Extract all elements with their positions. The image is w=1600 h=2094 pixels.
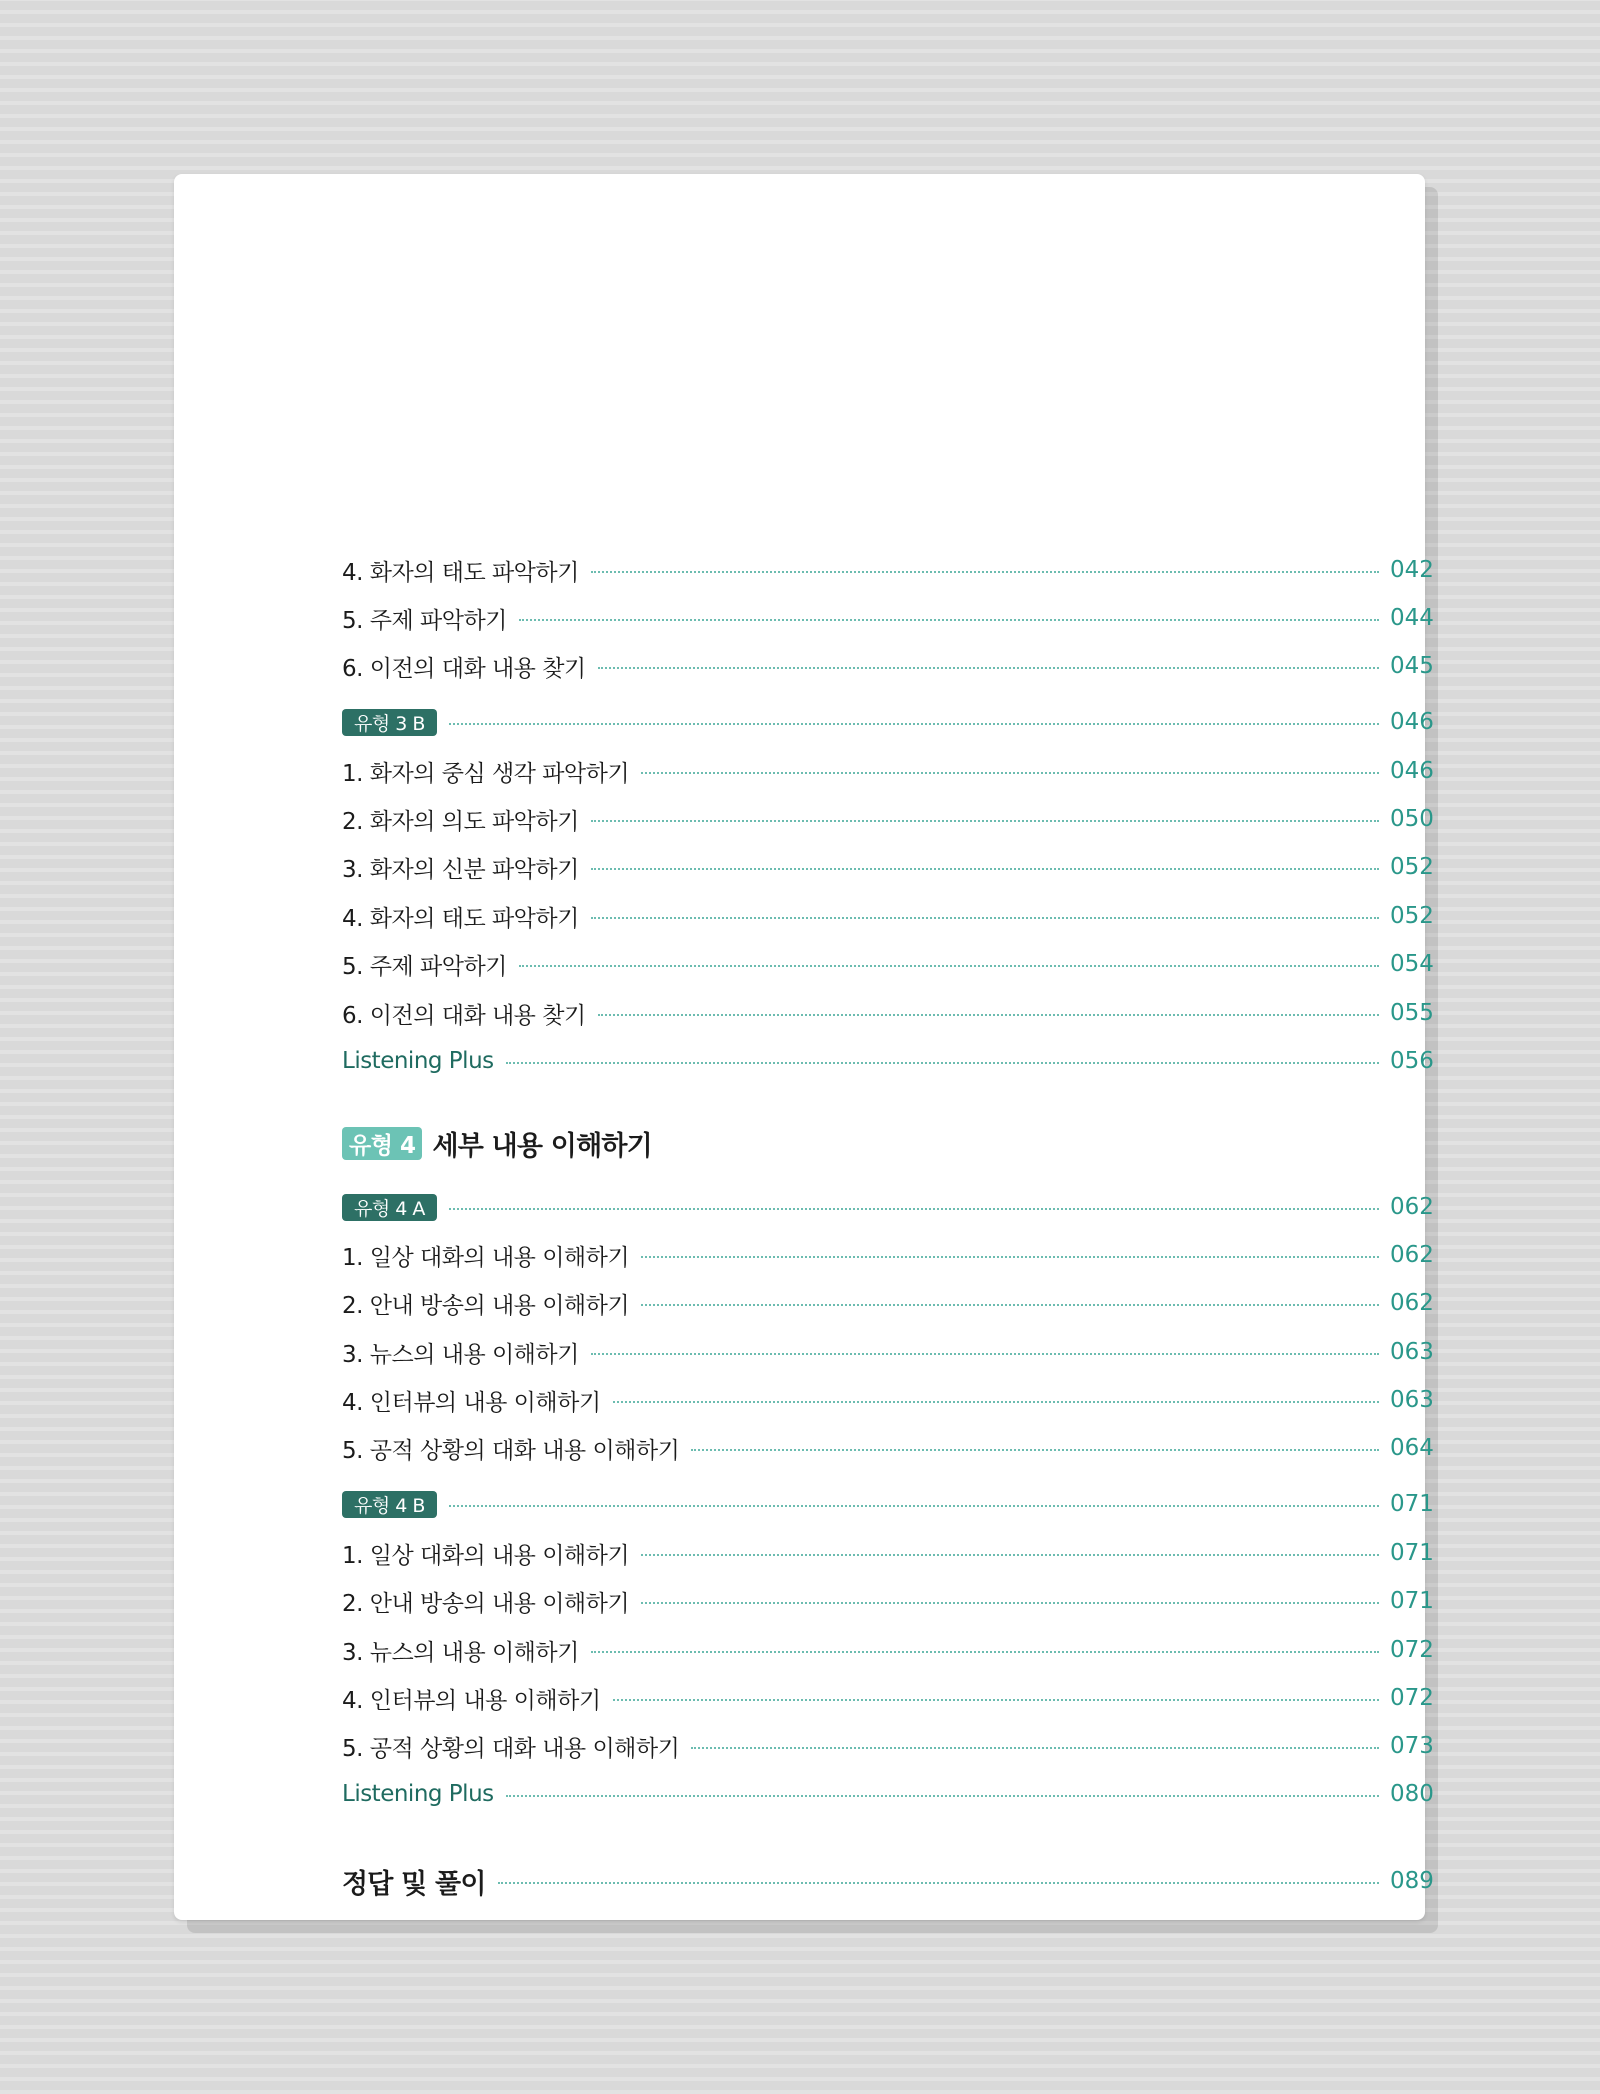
toc-entry-label: 4. 화자의 태도 파악하기 <box>342 559 579 586</box>
leader-dots <box>449 1505 1379 1507</box>
toc-entry-label: 3. 뉴스의 내용 이해하기 <box>342 1341 579 1368</box>
toc-entry-label: 4. 인터뷰의 내용 이해하기 <box>342 1687 601 1714</box>
toc-entry[interactable] <box>342 1376 1434 1424</box>
toc-entry-label: Listening Plus <box>342 1781 494 1807</box>
toc-entry-page: 046 <box>1390 709 1434 735</box>
toc-entry-page: 072 <box>1390 1685 1434 1711</box>
toc-entry[interactable] <box>342 892 1434 940</box>
toc-entry[interactable] <box>342 1279 1434 1327</box>
toc-entry-label: 3. 뉴스의 내용 이해하기 <box>342 1639 579 1666</box>
chapter-badge: 유형 4 <box>342 1127 422 1160</box>
toc-entry-label: 1. 일상 대화의 내용 이해하기 <box>342 1244 630 1271</box>
leader-dots <box>498 1882 1379 1884</box>
chapter-title: 세부 내용 이해하기 <box>432 1130 652 1162</box>
toc-entry-page: 071 <box>1390 1491 1434 1517</box>
toc-entry[interactable] <box>342 989 1434 1037</box>
toc-entry[interactable] <box>342 1529 1434 1577</box>
toc-entry[interactable] <box>342 594 1434 642</box>
toc-entry-label: 2. 화자의 의도 파악하기 <box>342 808 579 835</box>
toc-entry[interactable] <box>342 1577 1434 1625</box>
toc-entry-page: 055 <box>1390 1000 1434 1026</box>
leader-dots <box>613 1699 1379 1701</box>
leader-dots <box>598 1014 1379 1016</box>
toc-entry-listening-plus[interactable] <box>342 1037 1434 1085</box>
toc-entry-page: 050 <box>1390 806 1434 832</box>
section-badge: 유형 3 B <box>342 709 437 736</box>
leader-dots <box>591 917 1379 919</box>
leader-dots <box>641 772 1379 774</box>
toc-entry-label: 1. 일상 대화의 내용 이해하기 <box>342 1542 630 1569</box>
toc-entry-page: 062 <box>1390 1194 1434 1220</box>
toc-entry-page: 062 <box>1390 1290 1434 1316</box>
toc-entry-page: 071 <box>1390 1588 1434 1614</box>
section-badge: 유형 4 A <box>342 1194 437 1221</box>
toc-entry-label: 5. 주제 파악하기 <box>342 953 507 980</box>
toc-entry-page: 063 <box>1390 1339 1434 1365</box>
toc-entry-label: 5. 공적 상황의 대화 내용 이해하기 <box>342 1735 680 1762</box>
leader-dots <box>641 1304 1379 1306</box>
toc-entry[interactable] <box>342 546 1434 594</box>
toc-entry-page: 062 <box>1390 1242 1434 1268</box>
toc-entry[interactable] <box>342 1626 1434 1674</box>
toc-entry-label: 6. 이전의 대화 내용 찾기 <box>342 655 586 682</box>
leader-dots <box>449 1208 1379 1210</box>
toc-entry-page: 044 <box>1390 605 1434 631</box>
toc-entry-label: 3. 화자의 신분 파악하기 <box>342 856 579 883</box>
toc-entry-label: 4. 인터뷰의 내용 이해하기 <box>342 1389 601 1416</box>
toc-entry[interactable] <box>342 1674 1434 1722</box>
toc-entry-page: 052 <box>1390 903 1434 929</box>
leader-dots <box>691 1449 1379 1451</box>
leader-dots <box>591 1353 1379 1355</box>
toc-entry-listening-plus[interactable] <box>342 1770 1434 1818</box>
toc-entry[interactable] <box>342 1424 1434 1472</box>
leader-dots <box>641 1256 1379 1258</box>
toc-entry[interactable] <box>342 747 1434 795</box>
toc-entry-page: 056 <box>1390 1048 1434 1074</box>
toc-entry-label: 5. 주제 파악하기 <box>342 607 507 634</box>
toc-entry-label: 6. 이전의 대화 내용 찾기 <box>342 1002 586 1029</box>
toc-entry-label: 1. 화자의 중심 생각 파악하기 <box>342 760 630 787</box>
leader-dots <box>591 820 1379 822</box>
toc-section-3b[interactable] <box>342 698 1434 746</box>
leader-dots <box>506 1795 1379 1797</box>
leader-dots <box>691 1747 1379 1749</box>
toc-entry-page: 046 <box>1390 758 1434 784</box>
toc-entry-label: Listening Plus <box>342 1048 494 1074</box>
toc-entry-label: 정답 및 풀이 <box>342 1868 486 1900</box>
toc-entry-page: 073 <box>1390 1733 1434 1759</box>
toc-entry-page: 052 <box>1390 854 1434 880</box>
toc-entry-page: 064 <box>1390 1435 1434 1461</box>
toc-entry-page: 063 <box>1390 1387 1434 1413</box>
section-badge: 유형 4 B <box>342 1491 437 1518</box>
toc-entry-label: 5. 공적 상황의 대화 내용 이해하기 <box>342 1437 680 1464</box>
toc-entry-label: 2. 안내 방송의 내용 이해하기 <box>342 1590 630 1617</box>
toc-entry-page: 072 <box>1390 1637 1434 1663</box>
toc-entry-answers[interactable] <box>342 1857 1434 1905</box>
leader-dots <box>598 667 1379 669</box>
leader-dots <box>641 1602 1379 1604</box>
toc-entry[interactable] <box>342 940 1434 988</box>
leader-dots <box>613 1401 1379 1403</box>
toc-entry-page: 071 <box>1390 1540 1434 1566</box>
leader-dots <box>591 1651 1379 1653</box>
document-page <box>174 174 1434 1920</box>
toc-entry-page: 042 <box>1390 557 1434 583</box>
table-of-contents <box>342 174 1434 1920</box>
toc-entry-page: 045 <box>1390 653 1434 679</box>
leader-dots <box>641 1554 1379 1556</box>
toc-entry[interactable] <box>342 795 1434 843</box>
toc-entry-label: 4. 화자의 태도 파악하기 <box>342 905 579 932</box>
leader-dots <box>591 868 1379 870</box>
toc-section-4b[interactable] <box>342 1480 1434 1528</box>
toc-entry-page: 054 <box>1390 951 1434 977</box>
toc-entry[interactable] <box>342 642 1434 690</box>
leader-dots <box>519 965 1379 967</box>
leader-dots <box>519 619 1379 621</box>
toc-entry[interactable] <box>342 1231 1434 1279</box>
leader-dots <box>506 1062 1379 1064</box>
leader-dots <box>591 571 1379 573</box>
leader-dots <box>449 723 1379 725</box>
toc-entry[interactable] <box>342 843 1434 891</box>
toc-entry-page: 080 <box>1390 1781 1434 1807</box>
toc-entry-label: 2. 안내 방송의 내용 이해하기 <box>342 1292 630 1319</box>
toc-entry-page: 089 <box>1390 1868 1434 1894</box>
toc-entry[interactable] <box>342 1722 1434 1770</box>
toc-section-4a[interactable] <box>342 1183 1434 1231</box>
chapter-heading[interactable] <box>342 1119 1431 1167</box>
toc-entry[interactable] <box>342 1328 1434 1376</box>
